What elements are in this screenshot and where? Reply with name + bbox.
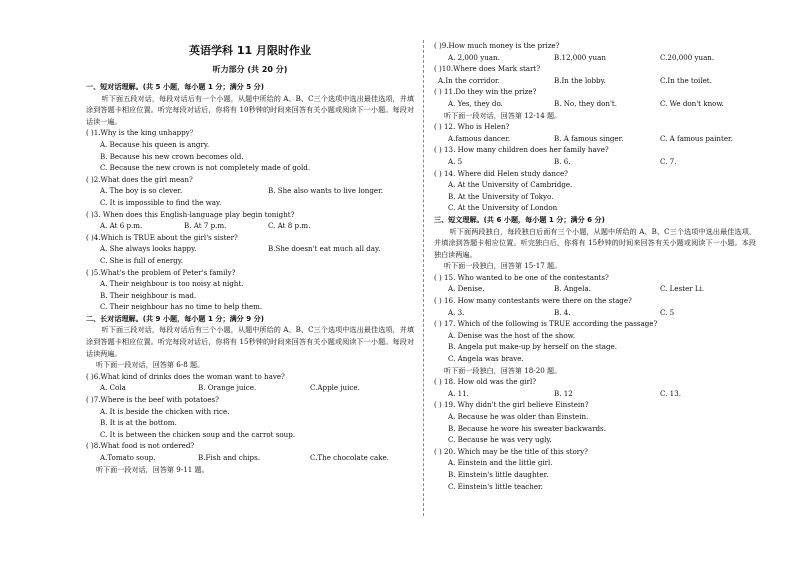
question-18: ( ) 18. How old was the girl? (434, 377, 537, 387)
question-14-option-a: A. At the University of Cambridge. (448, 180, 573, 190)
question-15-option-c: C. Lester Li. (660, 284, 705, 294)
section-2-instructions: 听下面三段对话，每段对话后有三个小题，从题中所给的 A、B、C三个选项中选出最佳选项，并填涂到答题卡相应位置。听完每段对话后，你将有 15秒钟的时间来回答有关小题或阅读下一小题。每段对话读两遍。 (86, 325, 414, 358)
question-4-option-c: C. She is full of energy. (100, 255, 184, 265)
question-4-option-a: A. She always looks happy. (100, 244, 197, 254)
question-20-option-b: B. Einstein's little daughter. (448, 469, 549, 479)
question-12-option-a: A.famous dancer. (448, 133, 511, 143)
question-10: ( )10.Where does Mark start? (434, 64, 541, 74)
question-16-options (434, 307, 756, 319)
dialogue-lead-12-14: 听下面一段对话，回答第 12-14 题。 (444, 110, 562, 120)
question-15-option-b: B. Angela. (554, 284, 591, 294)
question-8-option-b: B.Fish and chips. (198, 453, 260, 462)
question-12-option-c: C. A famous painter. (660, 133, 733, 143)
question-16: ( ) 16. How many contestants were there on the stage? (434, 296, 632, 306)
question-18-option-c: C. 13. (660, 388, 681, 398)
right-column (434, 40, 756, 492)
section-subtitle: 听力部分 (共 20 分) (212, 65, 288, 74)
question-18-option-b: B. 12 (554, 388, 573, 398)
question-6-option-c: C.Apple juice. (310, 383, 360, 393)
question-13-option-b: B. 6. (554, 156, 571, 166)
question-4-option-b: B.She doesn't eat much all day. (268, 244, 381, 254)
question-9-option-c: C.20,000 yuan. (660, 52, 715, 62)
monologue-lead-15-17: 听下面一段独白，回答第 15-17 题。 (444, 261, 562, 271)
question-13-option-a: A. 5 (448, 156, 463, 166)
question-16-option-b: B. 4. (554, 307, 571, 317)
question-3-options (86, 220, 414, 232)
question-6-option-a: A. Cola (100, 383, 126, 393)
question-2: ( )2.What does the girl mean? (86, 174, 193, 184)
question-8-option-a: A.Tomato soup. (100, 453, 156, 462)
question-15-option-a: A. Denise. (448, 284, 485, 294)
question-17-option-a: A. Denise was the host of the show. (448, 330, 576, 340)
dialogue-lead-6-8: 听下面一段对话，回答第 6-8 题。 (96, 360, 205, 370)
question-6-option-b: B. Orange juice. (198, 383, 257, 393)
question-15-options (434, 283, 756, 295)
question-12: ( ) 12. Who is Helen? (434, 122, 510, 132)
question-11-option-a: A. Yes, they do. (448, 98, 503, 108)
question-1-option-a: A. Because his queen is angry. (100, 139, 210, 149)
question-4-options (86, 243, 414, 255)
question-16-option-a: A. 3. (448, 307, 465, 317)
question-7-option-b: B. It is at the bottom. (100, 418, 177, 428)
dialogue-lead-9-11: 听下面一段对话，回答第 9-11 题。 (96, 464, 209, 474)
question-11-options (434, 98, 756, 110)
question-10-option-a: A.In the corridor. (438, 75, 500, 85)
question-16-option-c: C. 5 (660, 307, 675, 317)
section-3-instructions: 听下面两段独白，每段独白后面有三个小题，从题中所给的 A、B、C三个选项中选出最佳选项，并填涂到答题卡相应位置。听完独白后，你将有 15秒钟的时间来回答有关小题或阅读下一小题。本段独白读两遍。 (434, 226, 756, 259)
question-8-options (86, 452, 414, 464)
page-title: 英语学科 11 月限时作业 (189, 44, 311, 57)
question-7: ( )7.Where is the beef with potatoes? (86, 395, 219, 405)
question-10-option-b: B.In the lobby. (554, 75, 606, 85)
question-18-option-a: A. 11. (448, 388, 469, 398)
question-3-option-a: A. At 6 p.m. (100, 221, 143, 231)
section-1-instructions: 听下面五段对话，每段对话后有一个小题，从题中所给的 A、B、C三个选项中选出最佳选项，并填涂到答题卡相应位置。听完每段对话后，你将有 10秒钟的时间来回答有关小题或阅读下一小题。每段对话读一遍。 (86, 93, 414, 126)
question-3: ( )3. When does this English-language play begin tonight? (86, 209, 295, 219)
question-2-option-c: C. It is impossible to find the way. (100, 197, 222, 207)
question-5: ( )5.What's the problem of Peter's family? (86, 267, 236, 277)
question-6-options (86, 382, 414, 394)
question-11-option-c: C. We don't know. (660, 98, 724, 108)
section-3-heading: 三、短文理解。(共 6 小题，每小题 1 分；满分 6 分) (434, 214, 605, 224)
question-9-option-b: B.12,000 yuan (554, 52, 606, 62)
question-5-option-a: A. Their neighbour is too noisy at night. (100, 279, 244, 289)
question-3-option-c: C. At 8 p.m. (268, 221, 311, 231)
question-5-option-c: C. Their neighbour has no time to help them. (100, 302, 263, 312)
question-13-options (434, 156, 756, 168)
question-15: ( ) 15. Who wanted to be one of the contestants? (434, 272, 609, 282)
question-2-options (86, 185, 414, 197)
question-2-option-b: B. She also wants to live longer. (268, 186, 383, 196)
question-3-option-b: B. At 7 p.m. (184, 221, 227, 231)
question-12-options (434, 133, 756, 145)
question-9-option-a: A. 2,000 yuan. (448, 52, 500, 62)
section-1-heading: 一、短对话理解。(共 5 小题，每小题 1 分；满分 5 分) (86, 82, 264, 91)
question-14-option-c: C. At the University of London (448, 203, 558, 213)
question-17-option-c: C. Angela was brave. (448, 354, 524, 364)
left-column (86, 0, 414, 475)
question-5-option-b: B. Their neighbour is mad. (100, 290, 197, 300)
question-14-option-b: B. At the University of Tokyo. (448, 191, 554, 201)
question-8-option-c: C.The chocolate cake. (310, 453, 389, 462)
question-13-option-c: C. 7. (660, 156, 677, 166)
question-19-option-a: A. Because he was older than Einstein. (448, 412, 589, 421)
question-7-option-a: A. It is beside the chicken with rice. (100, 406, 230, 416)
question-17: ( ) 17. Which of the following is TRUE according the passage? (434, 319, 658, 329)
question-20-option-c: C. Einstein's little teacher. (448, 481, 543, 491)
question-4: ( )4.Which is TRUE about the girl's sister? (86, 232, 238, 242)
question-1: ( )1.Why is the king unhappy？ (86, 128, 197, 138)
section-2-heading: 二、长对话理解。(共 9 小题，每小题 1 分；满分 9 分) (86, 313, 264, 323)
question-8: ( )8.What food is not ordered? (86, 441, 195, 451)
question-6: ( )6.What kind of drinks does the woman want to have? (86, 371, 285, 381)
question-20: ( ) 20. Which may be the title of this story? (434, 446, 588, 456)
question-18-options (434, 388, 756, 400)
question-10-options (434, 75, 756, 87)
question-19-option-b: B. Because he wore his sweater backwards. (448, 423, 606, 433)
question-9-options (434, 52, 756, 64)
question-19-option-c: C. Because he was very ugly. (448, 435, 552, 445)
monologue-lead-18-20: 听下面一段独白，回答第 18-20 题。 (444, 365, 562, 375)
question-14: ( ) 14. Where did Helen study dance? (434, 168, 568, 178)
column-divider (423, 40, 424, 516)
question-10-option-c: C.In the toilet. (660, 75, 712, 85)
question-17-option-b: B. Angela put make-up by herself on the stage. (448, 342, 617, 352)
question-11-option-b: B. No, they don't. (554, 98, 618, 108)
question-2-option-a: A. The boy is so clever. (100, 186, 183, 196)
question-19: ( ) 19. Why didn't the girl believe Einstein? (434, 400, 589, 410)
question-7-option-c: C. It is between the chicken soup and the carrot soup. (100, 429, 295, 439)
question-9: ( )9.How much money is the prize? (434, 41, 560, 50)
question-11: ( ) 11.Do they win the prize? (434, 87, 537, 97)
question-13: ( ) 13. How many children does her family have? (434, 145, 609, 155)
question-12-option-b: B. A famous singer. (554, 133, 624, 143)
question-20-option-a: A. Einstein and the little girl. (448, 458, 553, 468)
question-1-option-c: C. Because the new crown is not completely made of gold. (100, 163, 311, 173)
question-1-option-b: B. Because his new crown becomes old. (100, 151, 244, 161)
